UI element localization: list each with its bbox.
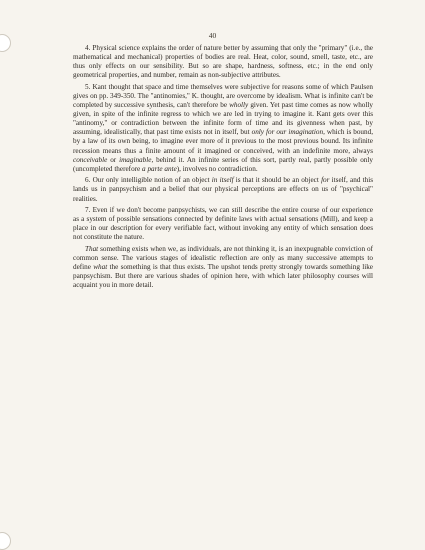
italic-text: conceivable <box>73 155 108 164</box>
paragraph-6 <box>73 176 373 203</box>
text-run: 7. Even if we don't become panpsychists, we can still describe the entire course of our experience as a system of possible sensations connected by definite laws with actual sensations (Mill), and keep a place in our description for every verifiable fact, without invoking any entity of which sensation does not constitute the nature. <box>73 206 373 242</box>
text-run: given. Yet past time comes as now wholly given, in spite of the infinite regress to which we are led in trying to imagine it. Kant gets over this "antinomy," or contradiction between the infinite form of time and its givenness when past, by assuming, idealistically, that past time exists not in itself, but <box>73 101 373 137</box>
italic-text: a parte ante <box>142 164 177 173</box>
italic-text: in itself <box>211 176 234 185</box>
text-run: 5. Kant thought that space and time themselves were subjective for reasons some of which Paulsen gives on pp. 349-350. The "antinomies," K. thought, are overcome by idealism. What is infinite can't be completed by successive synthesis, can't therefore be <box>73 82 373 110</box>
text-run: itself, and this lands us in panpsychism and a belief that our physical perceptions are effects on us of "psychical" realities. <box>73 176 373 203</box>
italic-text: for <box>321 176 330 185</box>
italic-text: what <box>93 263 108 272</box>
text-run: , which is bound, by a law of its own being, to imagine ever more of it previous to the most previous bound. Its infinite recession means thus a finite amount of it imagined or conceived, with an indefinite more, always <box>73 128 374 155</box>
text-run: 6. Our only intelligible notion of an object <box>85 176 212 185</box>
text-run: the something is that thus exists. The upshot tends pretty strongly towards something like panpsychism. But there are various shades of opinion here, with which later philosophy courses will acquaint you in more detail. <box>73 263 374 290</box>
text-run: something exists when we, as individuals, are not thinking it, is an inexpugnable conviction of common sense. The various stages of idealistic reflection are only as many successive attempts to define <box>73 244 373 272</box>
text-run: 4. Physical science explains the order of nature better by assuming that only the "primary" (i.e., <box>85 44 365 52</box>
page-number: 40 <box>208 31 217 40</box>
italic-text: imaginable <box>119 155 152 164</box>
punch-hole <box>0 532 11 550</box>
text-run: the mathematical and mechanical) properties of bodies are real. Heat, color, sound, smell, taste, etc., are thus only effects on our sensibility. But so are shape, hardness, softness, etc.; in the end only geometrical properties, and number, remain as non-subjective attributes. <box>73 44 373 80</box>
paragraph-7 <box>73 206 373 242</box>
text-run: is that it should be an object <box>233 176 322 185</box>
paragraph-5 <box>73 83 373 174</box>
paragraph-4 <box>73 44 373 80</box>
text-run: , behind it. An infinite series of this sort, partly real, partly possible only (uncompleted therefore <box>73 155 373 173</box>
italic-text: That <box>85 244 99 253</box>
paragraph-closing <box>73 245 373 290</box>
text-run: or <box>107 155 120 164</box>
body-text <box>73 44 373 293</box>
italic-text: only for our imagination <box>251 128 324 137</box>
italic-text: wholly <box>229 101 249 110</box>
text-run: ), involves no contradiction. <box>176 164 258 173</box>
